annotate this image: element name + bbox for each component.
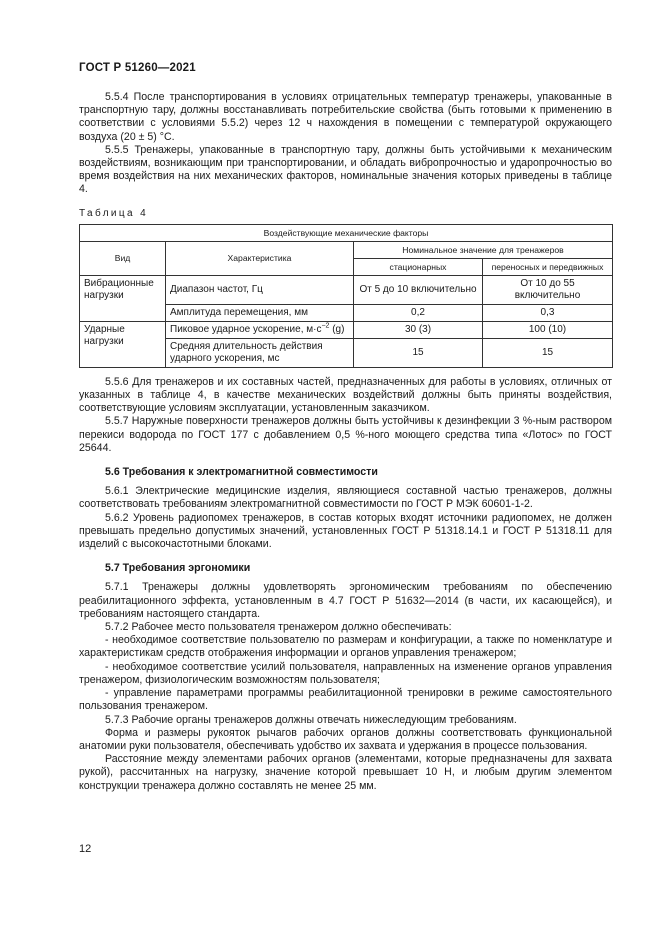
paragraph-5-7-3-distance: Расстояние между элементами рабочих органов (элементами, которые предназначены для захвата рукой), рассчитанных на нагрузку, значение которой превышает 10 Н, и любым другим элементом конструкции тренажера должно составлять не менее 25 мм. (79, 753, 612, 792)
table-header-row (80, 241, 613, 258)
char-text: Пиковое ударное ускорение, м·с (170, 323, 322, 335)
section-heading-5-6: 5.6 Требования к электромагнитной совместимости (105, 466, 378, 479)
section-heading-5-7: 5.7 Требования эргономики (105, 562, 251, 575)
table-row (80, 321, 613, 338)
paragraph-5-5-7: 5.5.7 Наружные поверхности тренажеров должны быть устойчивы к дезинфекции 3 %-ным раствором перекиси водорода по ГОСТ 177 с добавлением 0,5 %-ного моющего средства типа «Лотос» по ГОСТ 25644. (79, 415, 612, 454)
char-unit: (g) (329, 323, 345, 335)
table-cell-characteristic (166, 321, 354, 338)
table-header-row (80, 224, 613, 241)
table-cell-characteristic: Средняя длительность действия ударного ускорения, мс (166, 338, 354, 367)
table-header-stationary: стационарных (354, 258, 483, 275)
paragraph-5-7-2: 5.7.2 Рабочее место пользователя тренажером должно обеспечивать: (105, 621, 452, 634)
table-cell-portable: От 10 до 55 включительно (483, 275, 613, 304)
document-body (79, 91, 612, 793)
list-item: - необходимое соответствие усилий пользователя, направленных на изменение органов управления тренажером, физиологическим возможностям пользователя; (79, 660, 612, 686)
table-4 (79, 224, 613, 368)
paragraph-5-7-3: 5.7.3 Рабочие органы тренажеров должны отвечать нижеследующим требованиям. (105, 713, 517, 726)
table-cell-stationary: От 5 до 10 включительно (354, 275, 483, 304)
table-cell-characteristic: Амплитуда перемещения, мм (166, 304, 354, 321)
paragraph-5-5-4: 5.5.4 После транспортирования в условиях отрицательных температур тренажеры, упакованные в транспортную тару, должны восстанавливать потребительские свойства (быть готовыми к применению в соответствии с условиями 5.5.2) через 12 ч нахождения в помещении с температурой окружающего воздуха (20 ± 5) °С. (79, 91, 612, 143)
table-cell-portable: 15 (483, 338, 613, 367)
table-row (80, 275, 613, 304)
paragraph-5-7-1: 5.7.1 Тренажеры должны удовлетворять эргономическим требованиям по обеспечению реабилитационного эффекта, установленным в 4.7 ГОСТ Р 51632—2014 (в части, их касающейся), и требованиям настоящего стандарта. (79, 581, 612, 620)
paragraph-5-6-2: 5.6.2 Уровень радиопомех тренажеров, в состав которых входят источники радиопомех, не должен превышать предельно допустимых значений, установленных ГОСТ Р 51318.14.1 и ГОСТ Р 51318.11 для изделий с высокочастотными блоками. (79, 511, 612, 551)
table-cell-stationary: 15 (354, 338, 483, 367)
document-header: ГОСТ Р 51260—2021 (79, 62, 196, 74)
table-cell-kind: Вибрационные нагрузки (80, 275, 166, 321)
char-exponent: −2 (321, 322, 330, 330)
table-cell-stationary: 0,2 (354, 304, 483, 321)
paragraph-5-5-5: 5.5.5 Тренажеры, упакованные в транспортную тару, должны быть устойчивыми к механическим воздействиям, возникающим при транспортировании, и обладать вибропрочностью и ударопрочностью во время воздействия на них механических факторов, номинальные значения которых приведены в таблице 4. (79, 143, 612, 196)
table-cell-portable: 0,3 (483, 304, 613, 321)
table-header-factors: Воздействующие механические факторы (80, 224, 613, 241)
table-cell-kind: Ударные нагрузки (80, 321, 166, 367)
paragraph-5-6-1: 5.6.1 Электрические медицинские изделия, являющиеся составной частью тренажеров, должны соответствовать требованиям электромагнитной совместимости по ГОСТ Р МЭК 60601-1-2. (79, 485, 612, 511)
table-header-nominal: Номинальное значение для тренажеров (354, 241, 613, 258)
table-cell-portable: 100 (10) (483, 321, 613, 338)
table-header-portable: переносных и передвижных (483, 258, 613, 275)
page-number: 12 (79, 843, 92, 855)
list-item: - управление параметрами программы реабилитационной тренировки в режиме самостоятельного пользования тренажером. (79, 687, 612, 713)
table-caption: Таблица 4 (79, 207, 149, 219)
table-header-characteristic: Характеристика (166, 241, 354, 275)
table-cell-characteristic: Диапазон частот, Гц (166, 275, 354, 304)
table-cell-stationary: 30 (3) (354, 321, 483, 338)
table-header-kind: Вид (80, 241, 166, 275)
paragraph-5-7-3-form: Форма и размеры рукояток рычагов рабочих органов должны соответствовать функциональной анатомии руки пользователя, обеспечивать удобство их захвата и удержания в процессе пользования. (79, 726, 612, 752)
list-item: - необходимое соответствие пользователю по размерам и конфигурации, а также по номенклатуре и характеристикам средств отображения информации и органов управления тренажером; (79, 634, 612, 660)
paragraph-5-5-6: 5.5.6 Для тренажеров и их составных частей, предназначенных для работы в условиях, отличных от указанных в таблице 4, в качестве механических воздействий должны быть приняты воздействия, соответствующие условиям эксплуатации, установленным заказчиком. (79, 375, 612, 415)
